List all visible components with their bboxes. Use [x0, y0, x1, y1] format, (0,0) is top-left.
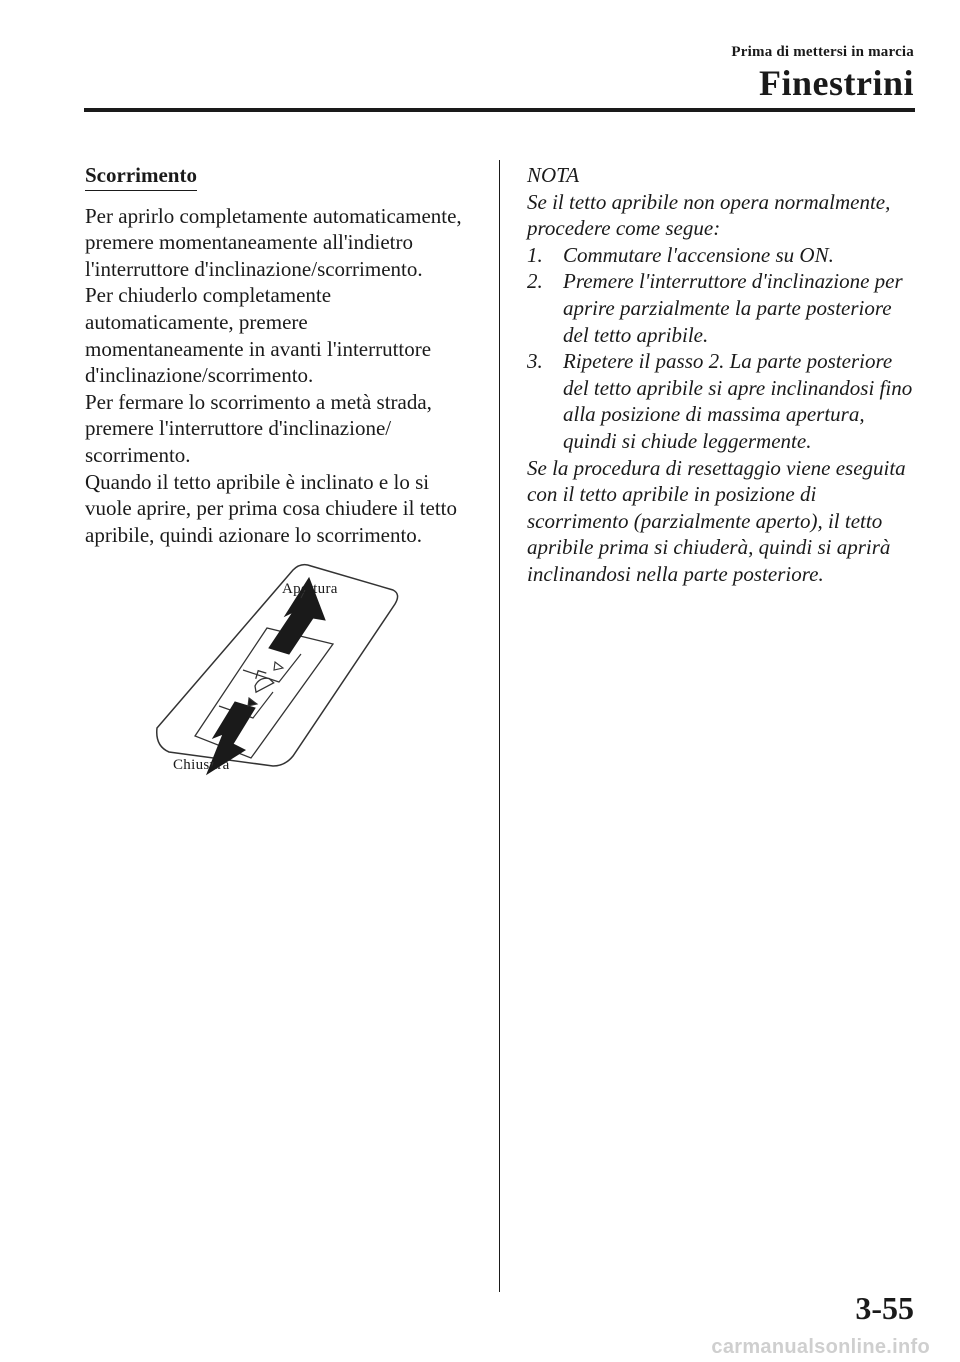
header-section-label: Prima di mettersi in marcia	[731, 44, 914, 60]
list-item	[527, 348, 919, 454]
paragraph-tilted: Quando il tetto apribile è inclinato e lo si vuole aprire, per prima cosa chiudere il tetto apribile, quindi azionare lo scorrimento.	[85, 469, 458, 547]
indicator-arrow-up	[274, 662, 283, 670]
page-title: Finestrini	[759, 63, 914, 103]
step-text: Premere l'interruttore d'inclinazione per aprire parzialmente la parte posteriore del tetto apribile.	[563, 269, 903, 347]
watermark: carmanualsonline.info	[711, 1336, 930, 1358]
paragraph-close: Per chiuderlo completamente automaticamente, premere momentaneamente in avanti l'interruttore d'inclinazione/scorrimento.	[85, 283, 432, 388]
list-item	[527, 268, 919, 348]
column-divider	[499, 160, 500, 1292]
step-number: 2.	[527, 269, 543, 294]
note-intro: Se il tetto apribile non opera normalmente, procedere come segue:	[527, 189, 891, 241]
note-closing: Se la procedura di resettaggio viene eseguita con il tetto apribile in posizione di scorrimento (parzialmente aperto), il tetto apribile prima si chiuderà, quindi si aprirà inclinandosi nella parte posteriore.	[527, 455, 906, 586]
left-column	[85, 162, 470, 786]
paragraph-stop: Per fermare lo scorrimento a metà strada, premere l'interruttore d'inclinazione/ scorrimento.	[85, 389, 432, 467]
note-steps	[527, 242, 919, 455]
step-text: Ripetere il passo 2. La parte posteriore del tetto apribile si apre inclinandosi fino alla posizione di massima apertura, quindi si chiude leggermente.	[563, 349, 913, 453]
switch-figure	[155, 556, 415, 786]
note-title: NOTA	[527, 163, 580, 187]
section-heading: Scorrimento	[85, 162, 197, 191]
switch-bezel	[195, 628, 333, 758]
label-chiusura: Chiusura	[173, 757, 230, 774]
step-number: 3.	[527, 349, 543, 374]
step-number: 1.	[527, 242, 543, 267]
page-number: 3-55	[855, 1290, 914, 1326]
header-divider	[84, 108, 915, 112]
indicator-arrow-down	[248, 698, 257, 706]
note-column	[527, 162, 919, 588]
list-item	[527, 242, 919, 269]
tilt-icon	[248, 667, 274, 692]
paragraph-open: Per aprirlo completamente automaticamente, premere momentaneamente all'indietro l'interruttore d'inclinazione/scorrimento.	[85, 203, 462, 281]
switch-divider-upper	[243, 654, 301, 682]
switch-panel-outline	[157, 565, 398, 766]
label-apertura: Apertura	[282, 581, 338, 598]
step-text: Commutare l'accensione su ON.	[563, 242, 834, 267]
